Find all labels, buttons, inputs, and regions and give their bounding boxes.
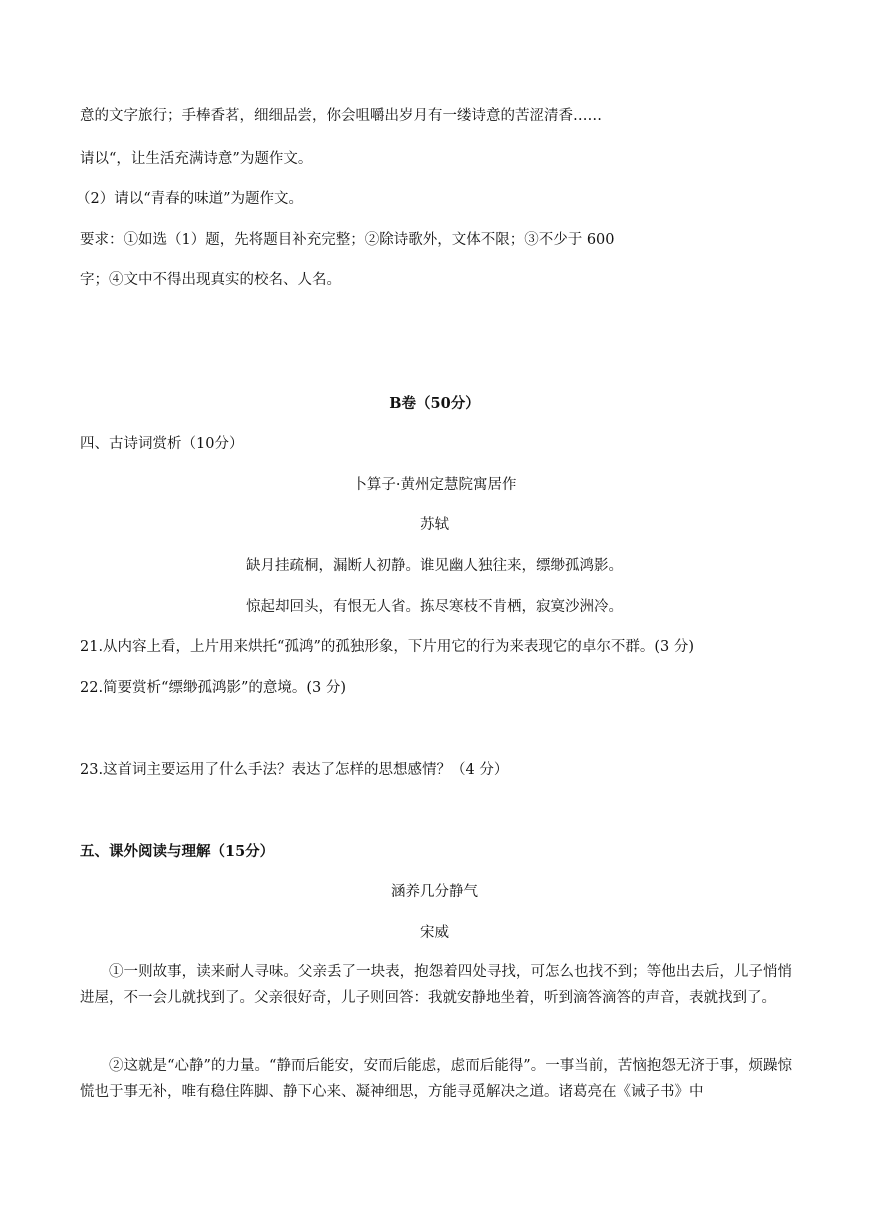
poem-title: 卜算子·黄州定慧院寓居作 [352,477,517,493]
poem-line-2: 惊起却回头，有恨无人省。拣尽寒枝不肯栖，寂寞沙洲冷。 [246,599,623,615]
section-5-heading: 五、课外阅读与理解（15分） [80,843,275,860]
question-23: 23.这首词主要运用了什么手法？表达了怎样的思想感情？（4 分） [80,762,509,778]
article-paragraph-2: ②这就是“心静”的力量。“静而后能安，安而后能虑，虑而后能得”。一事当前，苦恼抱怨无济于事，烦躁惊慌也于事无补，唯有稳住阵脚、静下心来、凝神细思，方能寻觅解决之道。诸葛亮在《诫子书》中 [80,1058,792,1100]
poem-author: 苏轼 [420,517,449,533]
requirements-line-2: 字；④文中不得出现真实的校名、人名。 [80,272,341,288]
requirements-line-1: 要求：①如选（1）题，先将题目补充完整；②除诗歌外，文体不限；③不少于 600 [80,232,615,248]
intro-continuation: 意的文字旅行；手棒香茗，细细品尝，你会咀嚼出岁月有一缕诗意的苦涩清香…… [80,108,602,124]
article-title: 涵养几分静气 [391,884,478,900]
poem-line-1: 缺月挂疏桐，漏断人初静。谁见幽人独往来，缥缈孤鸿影。 [246,558,623,574]
question-22: 22.简要赏析“缥缈孤鸿影”的意境。(3 分) [80,680,347,696]
section-b-title: B卷（50分） [389,395,480,412]
article-paragraph-1: ①一则故事，读来耐人寻味。父亲丢了一块表，抱怨着四处寻找，可怎么也找不到；等他出去后，儿子悄悄进屋，不一会儿就找到了。父亲很好奇，儿子则回答：我就安静地坐着，听到滴答滴答的声音，表就找到了。 [80,964,792,1006]
question-21: 21.从内容上看，上片用来烘托“孤鸿”的孤独形象，下片用它的行为来表现它的卓尔不群。(3 分) [80,639,695,655]
prompt-2: （2）请以“青春的味道”为题作文。 [76,191,304,207]
section-4-heading: 四、古诗词赏析（10分） [80,436,244,452]
article-author: 宋威 [420,925,449,941]
prompt-1: 请以“，让生活充满诗意”为题作文。 [80,151,313,167]
